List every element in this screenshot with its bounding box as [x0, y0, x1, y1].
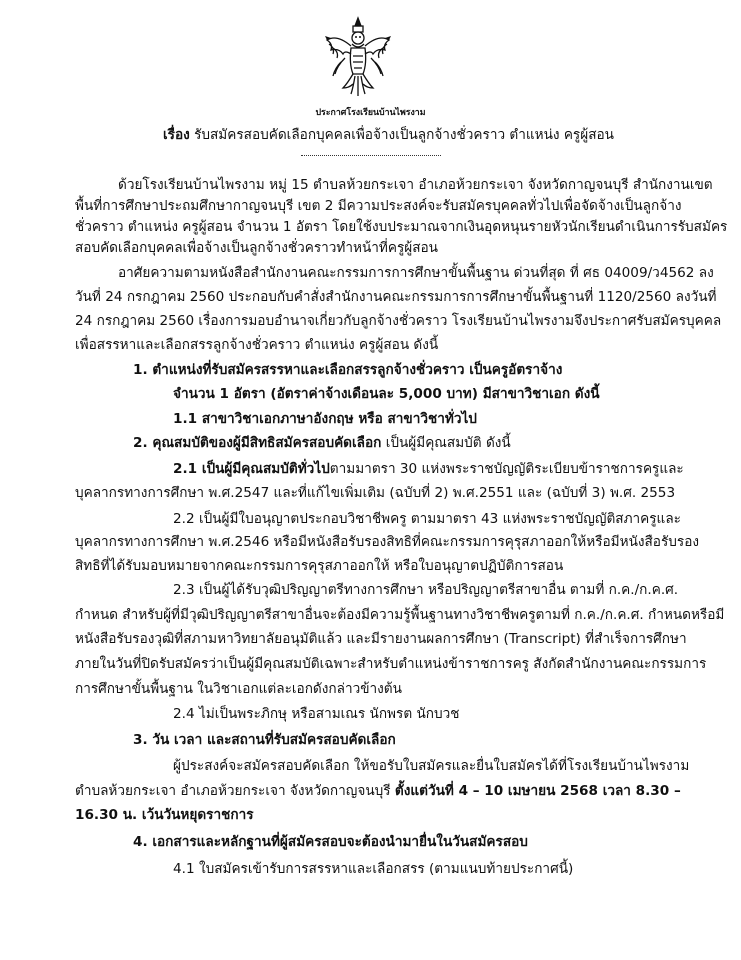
paragraph-1-line-1: ด้วยโรงเรียนบ้านไพรงาม หมู่ 15 ตำบลห้วยกระเจา อำเภอห้วยกระเจา จังหวัดกาญจนบุรี สำนักงานเขต [118, 177, 713, 193]
separator-dots [301, 155, 441, 156]
paragraph-2-line-1: อาศัยความตามหนังสือสำนักงานคณะกรรมการการศึกษาขั้นพื้นฐาน ด่วนที่สุด ที่ ศธ 04009/ว4562 ลง [118, 265, 714, 281]
item-2-1-bold: 2.1 เป็นผู้มีคุณสมบัติทั่วไป [173, 461, 330, 477]
section-3-line-3: 16.30 น. เว้นวันหยุดราชการ [75, 807, 254, 823]
item-2-1-line-1 [173, 460, 684, 478]
section-2-heading-bold: 2. คุณสมบัติของผู้มีสิทธิสมัครสอบคัดเลือก [133, 435, 382, 451]
paragraph-1-line-3: ชั่วคราว ตำแหน่ง ครูผู้สอน จำนวน 1 อัตรา โดยใช้งบประมาณจากเงินอุดหนุนรายหัวนักเรียนดำเนินการรับสมัคร [75, 219, 728, 235]
subject-label: เรื่อง [163, 127, 190, 143]
item-2-1-rest: ตามมาตรา 30 แห่งพระราชบัญญัติระเบียบข้าราชการครูและ [329, 461, 684, 477]
item-2-1-line-2: บุคลากรทางการศึกษา พ.ศ.2547 และที่แก้ไขเพิ่มเติม (ฉบับที่ 2) พ.ศ.2551 และ (ฉบับที่ 3) พ.ศ. 2553 [75, 485, 676, 501]
announcement-title: ประกาศโรงเรียนบ้านไพรงาม [315, 108, 426, 118]
paragraph-2-line-3: 24 กรกฎาคม 2560 เรื่องการมอบอำนาจเกี่ยวกับลูกจ้างชั่วคราว โรงเรียนบ้านไพรงามจึงประกาศรับสมัครบุคคล [75, 313, 722, 329]
section-2-heading [133, 434, 511, 452]
item-2-3-line-2: กำหนด สำหรับผู้ที่มีวุฒิปริญญาตรีสาขาอื่นจะต้องมีความรู้พื้นฐานทางวิชาชีพครูตามที่ ก.ค./ก.ค.ศ. กำหนดหรือมี [75, 607, 725, 623]
section-3-line-2-rest: ตำบลห้วยกระเจา อำเภอห้วยกระเจา จังหวัดกาญจนบุรี [75, 783, 395, 799]
garuda-emblem [323, 14, 393, 98]
section-4-heading: 4. เอกสารและหลักฐานที่ผู้สมัครสอบจะต้องนำมายื่นในวันสมัครสอบ [133, 834, 528, 850]
item-2-3-line-4: ภายในวันที่ปิดรับสมัครว่าเป็นผู้มีคุณสมบัติเฉพาะสำหรับตำแหน่งข้าราชการครู สังกัดสำนักงานคณะกรรมการ [75, 656, 707, 672]
item-4-1: 4.1 ใบสมัครเข้ารับการสรรหาและเลือกสรร (ตามแนบท้ายประกาศนี้) [173, 861, 574, 877]
item-2-2-line-2: บุคลากรทางการศึกษา พ.ศ.2546 หรือมีหนังสือรับรองสิทธิที่คณะกรรมการคุรุสภาออกให้หรือมีหนังสือรับรอง [75, 534, 700, 550]
paragraph-2-line-2: วันที่ 24 กรกฎาคม 2560 ประกอบกับคำสั่งสำนักงานคณะกรรมการการศึกษาขั้นพื้นฐานที่ 1120/2560 ลงวันที่ [75, 289, 717, 305]
section-1-heading: 1. ตำแหน่งที่รับสมัครสรรหาและเลือกสรรลูกจ้างชั่วคราว เป็นครูอัตราจ้าง [133, 362, 563, 378]
item-2-2-line-3: สิทธิที่ได้รับมอบหมายจากคณะกรรมการคุรุสภาออกให้ หรือใบอนุญาตปฏิบัติการสอน [75, 558, 564, 574]
item-2-3-line-3: หนังสือรับรองวุฒิที่สภามหาวิทยาลัยอนุมัติแล้ว และมีรายงานผลการศึกษา (Transcript) ที่สำเร็จการศึกษา [75, 631, 687, 647]
paragraph-2-line-4: เพื่อสรรหาและเลือกสรรลูกจ้างชั่วคราว ตำแหน่ง ครูผู้สอน ดังนี้ [75, 337, 439, 353]
subject-text: รับสมัครสอบคัดเลือกบุคคลเพื่อจ้างเป็นลูกจ้างชั่วคราว ตำแหน่ง ครูผู้สอน [194, 127, 614, 143]
section-1-item-1: 1.1 สาขาวิชาเอกภาษาอังกฤษ หรือ สาขาวิชาทั่วไป [173, 411, 477, 427]
section-1-line-2: จำนวน 1 อัตรา (อัตราค่าจ้างเดือนละ 5,000 บาท) มีสาขาวิชาเอก ดังนี้ [173, 386, 600, 402]
section-3-line-1: ผู้ประสงค์จะสมัครสอบคัดเลือก ให้ขอรับใบสมัครและยื่นใบสมัครได้ที่โรงเรียนบ้านไพรงาม [173, 758, 690, 774]
section-2-heading-rest: เป็นผู้มีคุณสมบัติ ดังนี้ [381, 435, 511, 451]
paragraph-1-line-4: สอบคัดเลือกบุคคลเพื่อจ้างเป็นลูกจ้างชั่วคราวทำหน้าที่ครูผู้สอน [75, 240, 438, 256]
announcement-subject [163, 126, 614, 144]
section-3-line-2 [75, 782, 681, 800]
section-3-dates: ตั้งแต่วันที่ 4 – 10 เมษายน 2568 เวลา 8.30 – [394, 783, 681, 799]
item-2-2-line-1: 2.2 เป็นผู้มีใบอนุญาตประกอบวิชาชีพครู ตามมาตรา 43 แห่งพระราชบัญญัติสภาครูและ [173, 511, 681, 527]
item-2-3-line-1: 2.3 เป็นผู้ได้รับวุฒิปริญญาตรีทางการศึกษา หรือปริญญาตรีสาขาอื่น ตามที่ ก.ค./ก.ค.ศ. [173, 582, 679, 598]
paragraph-1-line-2: พื้นที่การศึกษาประถมศึกษากาญจนบุรี เขต 2 มีความประสงค์จะรับสมัครบุคคลทั่วไปเพื่อจัดจ้างเป็นลูกจ้าง [75, 198, 682, 214]
item-2-3-line-5: การศึกษาขั้นพื้นฐาน ในวิชาเอกแต่ละเอกดังกล่าวข้างต้น [75, 681, 402, 697]
item-2-4: 2.4 ไม่เป็นพระภิกษุ หรือสามเณร นักพรต นักบวช [173, 706, 460, 722]
section-3-heading: 3. วัน เวลา และสถานที่รับสมัครสอบคัดเลือก [133, 732, 396, 748]
